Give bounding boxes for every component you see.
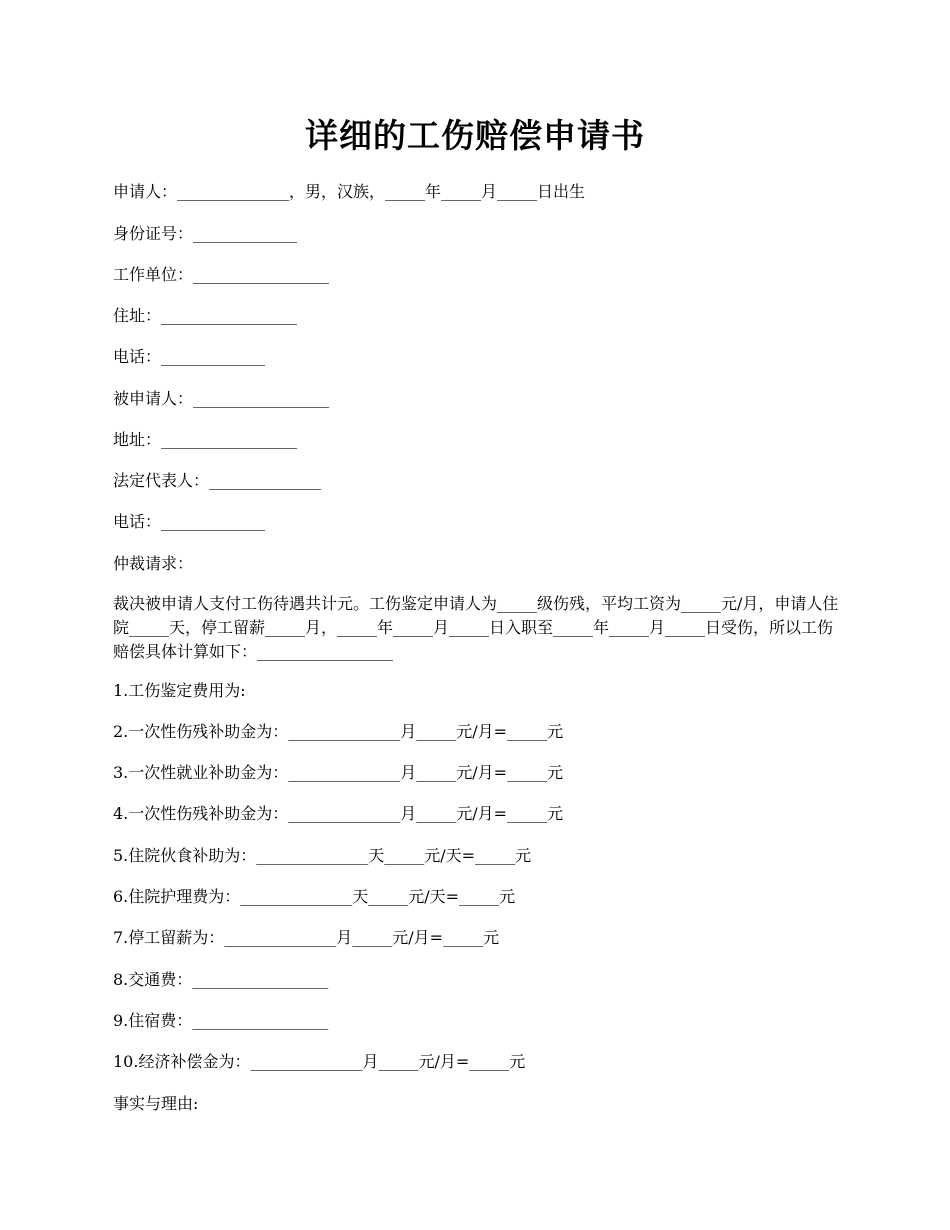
legal-representative-line: 法定代表人：______________ <box>113 471 322 490</box>
item-4: 4.一次性伤残补助金为：______________月_____元/月=_____元 <box>113 804 564 823</box>
item-7: 7.停工留薪为：______________月_____元/月=_____元 <box>113 928 500 947</box>
address-line: 住址：_________________ <box>113 306 298 325</box>
facts-heading: 事实与理由: <box>113 1094 199 1113</box>
phone-line: 电话：_____________ <box>113 347 266 366</box>
item-8: 8.交通费：_________________ <box>113 970 329 989</box>
applicant-line: 申请人：______________，男，汉族，_____年_____月_____日出生 <box>113 182 586 201</box>
item-5: 5.住院伙食补助为：______________天_____元/天=_____元 <box>113 846 532 865</box>
id-number-line: 身份证号：_____________ <box>113 224 298 243</box>
work-unit-line: 工作单位：_________________ <box>113 265 330 284</box>
item-9: 9.住宿费：_________________ <box>113 1011 329 1030</box>
request-heading: 仲裁请求： <box>113 554 194 573</box>
item-3: 3.一次性就业补助金为：______________月_____元/月=_____元 <box>113 763 564 782</box>
request-body: 裁决被申请人支付工伤待遇共计元。工伤鉴定申请人为_____级伤残，平均工资为_____元/月，申请人住院_____天，停工留薪_____月，_____年_____月_____日入职至_____年_____月_____日受伤，所以工伤赔偿具体计算如下：_________________ <box>113 594 839 661</box>
item-1: 1.工伤鉴定费用为: <box>113 681 246 700</box>
item-10: 10.经济补偿金为：______________月_____元/月=_____元 <box>113 1052 526 1071</box>
respondent-address-line: 地址：_________________ <box>113 430 298 449</box>
item-6: 6.住院护理费为：______________天_____元/天=_____元 <box>113 887 516 906</box>
document-title: 详细的工伤赔偿申请书 <box>305 116 645 155</box>
item-2: 2.一次性伤残补助金为：______________月_____元/月=_____元 <box>113 722 564 741</box>
respondent-phone-line: 电话：_____________ <box>113 512 266 531</box>
respondent-line: 被申请人：_________________ <box>113 389 330 408</box>
